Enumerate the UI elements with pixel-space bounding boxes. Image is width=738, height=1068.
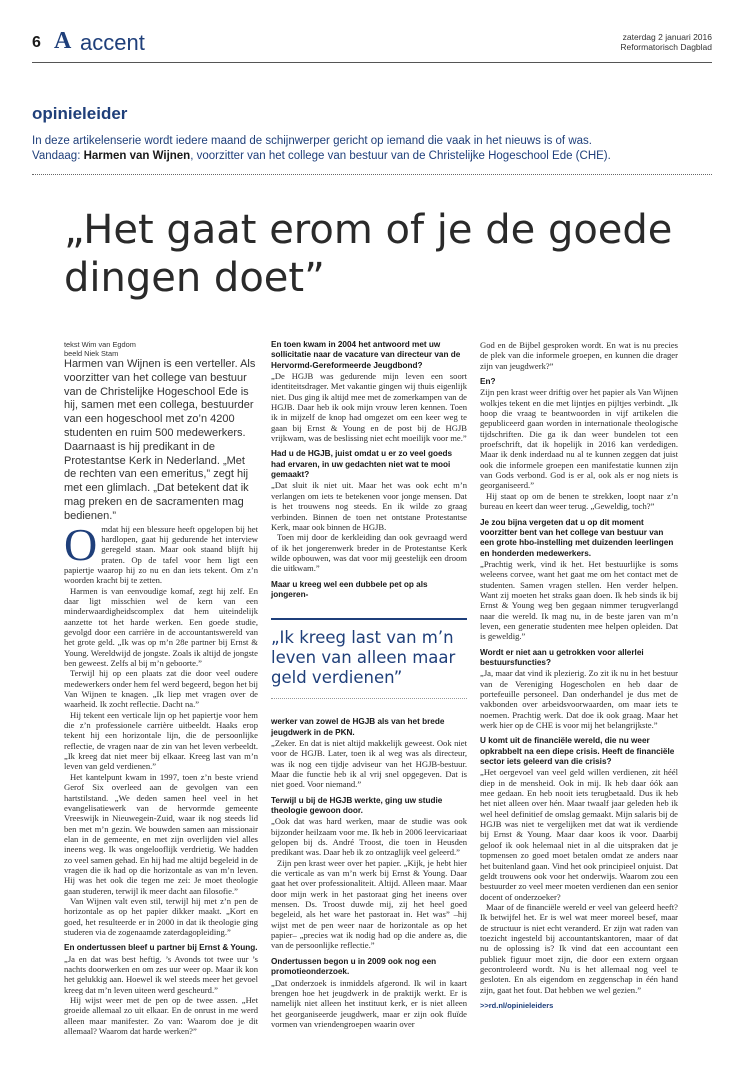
body-paragraph: „Zeker. En dat is niet altijd makkelijk geweest. Ook niet voor de HGJB. Later, toen ik al weg was als directeur, was ik nog een tijdje adviseur van het HGJB-bestuur. Maar die functie heb ik al vrij snel opgegeven. Dat is niet goed. Voor niemand.”: [271, 737, 467, 790]
body-paragraph: Zijn pen krast weer driftig over het papier als Van Wijnen wolkjes tekent en die met lijntjes en pijltjes verbindt. „Ik hoop die vraag te beantwoorden in vijf artikelen die gepubliceerd gaan worden in internationale theologische tijdschriften. Die ga ik dan weer bundelen tot een proefschrift, dat ik hopelijk in 2016 kan verdedigen. Maar ik denk inderdaad nu al te kunnen zeggen dat juist ook die informele groepen een manifestatie kunnen zijn van Gods verbond. God is er al, ook als er nog niets is georganiseerd.”: [480, 387, 678, 491]
photo-credit: beeld Niek Stam: [64, 349, 119, 358]
body-paragraph: „Ja, maar dat vind ik plezierig. Zo zit ik nu in het bestuur van de Vereniging Hogescholen en heb daar de portefeuille personeel. Dan onderhandel je dus met de vakbonden over arbeidsvoorwaarden, om maar iets te noemen. Prachtig werk. Dat doe ik ook graag. Maar het werk hier op de CHE is voor mij het belangrijkste.”: [480, 668, 678, 731]
column-title: opinieleider: [32, 104, 128, 123]
body-paragraph: Terwijl hij op een plaats zat die door veel oudere medewerkers onder hem fel werd begeerd, begon het bij Van Wijnen te knagen. „Ik liep met vragen over de waarheid. Ik zocht reflectie. Dacht na.”: [64, 668, 258, 710]
interview-question: werker van zowel de HGJB als van het brede jeugdwerk in de PKN.: [271, 717, 445, 737]
body-paragraph: Hij tekent een verticale lijn op het papiertje voor hem die z’n professionele carrière uitbeeldt. Haaks erop tekent hij een horizontale lijn, die de persoonlijke reflectie, de vragen naar de zin van het leven verbeeldt. „Ik kreeg dat niet meer bij elkaar. Kreeg last van m’n leven van geld verdienen.”: [64, 709, 258, 772]
body-paragraph: Het kantelpunt kwam in 1997, toen z’n beste vriend Gerof Six overleed aan de gevolgen van een hartstilstand. „We deden samen heel veel in het evangelisatiewerk van de hervormde gemeente Vreeswijk in Nieuwegein-Zuid, waar ik nog steeds lid ben met m’n gezin. We bouwden samen aan missionair elan in de gemeente, en met zijn overlijden viel alles ineens weg. Ik was ongelooflijk verdrietig. We hadden zo veel samen gehad. En hij had me altijd begeleid in de vragen die ik had op die horizontale as van m’n leven. Hij was het ook die tegen me zei: Je moet theologie gaan studeren, terwijl ik meer dacht aan filosofie.”: [64, 771, 258, 896]
body-paragraph: Maar of de financiële wereld er veel van geleerd heeft? Ik betwijfel het. Er is wel wat meer moreel besef, maar de structuur is niet echt veranderd. Er zijn wat raden van toezicht ingesteld bij accountantskantoren, maar of dat nu de oplossing is? Ik vind dat een accountant een publiek figuur moet zijn, die door een extern orgaan gecontroleerd wordt. Nu is het allemaal nog veel te gesloten. En als eigendom en zeggenschap in één hand zijn, gaat het fout. Dat hebben we wel gezien.”: [480, 901, 678, 995]
lead-paragraph: Harmen van Wijnen is een verteller. Als voorzitter van het college van bestuur van de Christelijke Hogeschool Ede is hij, samen met een collega, bestuurder van een hogeschool met zo’n 4200 studenten en ruim 500 medewerkers. Daarnaast is hij predikant in de Protestantse Kerk in Nederland. „Met de rechten van een emeritus,” zegt hij met een glimlach. „Dat betekent dat ik mag preken en de sacramenten mag bedienen.”: [64, 358, 256, 522]
publication-name: Reformatorisch Dagblad: [620, 42, 712, 52]
page-number: 6: [32, 34, 41, 51]
text-credit: tekst Wim van Egdom: [64, 340, 136, 349]
body-paragraph: „De HGJB was gedurende mijn leven een soort identiteitsdrager. Met vakantie gingen wij thuis eigenlijk niet. Dus ging ik altijd mee met de zomerkampen van de HGJB. Daar heb ik ook mijn vrouw leren kennen. Toen ik in mijzelf de knop had omgezet om een keer weg te gaan bij Ernst & Young en de post bij de HGJB vrijkwam, was de beslissing niet echt moeilijk voor me.”: [271, 371, 467, 444]
interview-question: En toen kwam in 2004 het antwoord met uw sollicitatie naar de vacature van directeur van de Hervormd-Gereformeerde Jeugdbond?: [271, 340, 461, 370]
dotted-rule: [32, 174, 712, 175]
interview-question: Maar u kreeg wel een dubbele pet op als jongeren-: [271, 579, 428, 599]
interview-question: Had u de HGJB, juist omdat u er zo veel goeds had ervaren, in uw gedachten niet wat te mooi gemaakt?: [271, 449, 453, 480]
section-name: accent: [80, 30, 145, 55]
body-paragraph: Hij staat op om de benen te strekken, loopt naar z’n bureau en keert dan weer terug. „Geweldig, toch?”: [480, 490, 678, 512]
intro-name: Harmen van Wijnen: [83, 150, 191, 162]
body-paragraph: Harmen is van eenvoudige komaf, zegt hij zelf. En daar ligt misschien wel de kern van een minderwaardigheidscomplex dat hem uiteindelijk aanzette tot het harde werken. Een goede studie, gevolgd door een carrière in de accountantswereld van het grote geld. „Ik was op m’n 28e partner bij Ernst & Young. Wereldwijd de jongste. Zoals ik altijd de jongste ben geweest. Zelfs al bij m’n geboorte.”: [64, 585, 258, 669]
interview-question: En ondertussen bleef u partner bij Ernst & Young.: [64, 943, 258, 953]
body-paragraph: [64, 518, 258, 586]
date-block: [620, 32, 712, 52]
interview-question: U komt uit de financiële wereld, die nu weer opkrabbelt na een diepe crisis. Heeft de financiële sector iets geleerd van die crisis?: [480, 736, 675, 767]
interview-question: Terwijl u bij de HGJB werkte, ging uw studie theologie gewoon door.: [271, 795, 443, 815]
intro-line1: In deze artikelenserie wordt iedere maand de schijnwerper gericht op iemand die vaak in het nieuws is of was.: [32, 135, 592, 147]
interview-question: Ondertussen begon u in 2009 ook nog een promotieonderzoek.: [271, 956, 437, 977]
paragraph-text: mdat hij een blessure heeft opgelopen bij het hardlopen, gaat hij gedurende het interview geregeld staan. Maar ook staand blijft hij praten. Op de tafel voor hem ligt een papiertje waarop hij zo nu en dan iets tekent. Om z’n woorden kracht bij te zetten.: [64, 523, 258, 586]
section-logo: A: [54, 28, 72, 54]
body-paragraph: „Het oergevoel van veel geld willen verdienen, zit héél diep in de mensheid. Ook in mij. Ik heb daar óók aan mee gedaan. En heb nooit iets terugbetaald. Dus ik heb het niet alleen over hén. Maar twaalf jaar geleden heb ik wel heel definitief de omslag gemaakt. Mijn salaris bij de HGJB was niet te vergelijken met dat wat ik verdiende bij Ernst & Young. Maar daar koos ik voor. Daarbij geloof ik ook helemaal niet in al die uitspraken dat je topmensen zo goed moet betalen omdat ze anders naar het buitenland gaan. Vind het ook principieel onjuist. Dat geldt trouwens ook voor het onderwijs. Waarom zou een bestuurder zo veel meer moeten verdienen dan een senior docent of onderzoeker?: [480, 767, 678, 902]
column-3: [480, 340, 678, 1011]
body-paragraph: Van Wijnen valt even stil, terwijl hij met z’n pen de horizontale as op het papier dikker maakt. „Kort en goed, het resulteerde er in 2000 in dat ik theologie ging studeren via de zogenaamde zaterdagopleiding.”: [64, 895, 258, 937]
body-paragraph: „Ja en dat was best heftig. ’s Avonds tot twee uur ’s nachts doorwerken en om zes uur weer op. Maar ik kon het gelukkig aan. Hoewel ik wel steeds meer het gevoel kreeg dat m’n leven uiteen werd gescheurd.”: [64, 953, 258, 995]
body-paragraph: „Dat sluit ik niet uit. Maar het was ook echt m’n verlangen om iets te betekenen voor jonge mensen. Dat is het trouwens nog steeds. En ik wilde zo graag verbinden. Binnen de toen net ontstane Protestantse Kerk, maar ook binnen de HGJB.: [271, 480, 467, 532]
body-paragraph: Toen mij door de kerkleiding dan ook gevraagd werd of ik het jongerenwerk breder in de Protestantse Kerk wilde opbouwen, was dat voor mij geestelijk een droom die uitkwam.”: [271, 532, 467, 574]
intro-suffix: , voorzitter van het college van bestuur van de Christelijke Hogeschool Ede (CHE).: [190, 150, 611, 162]
dropcap: O: [64, 518, 98, 570]
interview-question: En?: [480, 377, 496, 387]
column-1: [64, 340, 258, 1036]
body-paragraph: „Prachtig werk, vind ik het. Het bestuurlijke is soms weleens corvee, want het gaat me om het contact met de studenten. Samen vragen stellen. Hen verder helpen. Want zij moeten het straks gaan doen. Ik heb sinds ik bij Ernst & Young weg ben gegaan nimmer terugverlangd naar die wereld. Ik mag nu, in de beste jaren van m’n leven, een generatie studenten mee helpen opleiden. Dat is geweldig.”: [480, 558, 678, 642]
intro-prefix: Vandaag:: [32, 150, 84, 162]
body-paragraph: Hij wijst weer met de pen op de twee assen. „Het groeide allemaal zo uit elkaar. En de onrust in me werd alleen maar manifester. Zo van: Waarom doe je dit allemaal? Waarom dat harde werken?”: [64, 995, 258, 1037]
column-2: [271, 340, 467, 1029]
body-paragraph: „Dat onderzoek is inmiddels afgerond. Ik wil in kaart brengen hoe het jeugdwerk in de praktijk werkt. Er is namelijk niet alleen het instituut kerk, er is niet alleen het georganiseerde jeugdwerk, maar er zijn ook fluïde vormen van vriendengroepen waarin over: [271, 977, 467, 1029]
interview-question: Je zou bijna vergeten dat u op dit moment voorzitter bent van het college van bestuur van een grote hbo-instelling met duizenden leerlingen en honderden medewerkers.: [480, 517, 674, 558]
intro-text: [32, 134, 712, 164]
opinieleiders-link[interactable]: >>rd.nl/opinieleiders: [480, 1000, 554, 1010]
issue-date: zaterdag 2 januari 2016: [622, 32, 712, 42]
pull-quote: „Ik kreeg last van m’n leven van alleen maar geld verdienen”: [271, 618, 467, 699]
body-paragraph: „Ook dat was hard werken, maar de studie was ook bijzonder heilzaam voor me. Ik heb in 2006 leervicariaat gelopen bij ds. André Troost, die toen in Heusden predikant was. Daar heb ik zo ontzaglijk veel geleerd.”: [271, 816, 467, 858]
body-paragraph: Zijn pen krast weer over het papier. „Kijk, je hebt hier die verticale as van m’n werk bij Ernst & Young. Daar gaat het over professionaliteit. Altijd. Alleen maar. Maar door mijn werk in het pastoraat ging het ineens over mensen. Ds. Troost duwde mij, zij het heel goed begeleid, als het ware het pastoraat in. Het was” –hij wijst met de pen weer naar de horizontale as op het papier– „precies wat ik nodig had op die andere as, die van de persoonlijke reflectie.”: [271, 857, 467, 951]
intro-line2: [32, 149, 712, 164]
page-header: [32, 26, 712, 60]
header-rule: [32, 62, 712, 63]
body-paragraph: God en de Bijbel gesproken wordt. En wat is nu precies de plek van die informele groepen, en kunnen die drager zijn van jeugdwerk?”: [480, 340, 678, 371]
interview-question: Wordt er niet aan u getrokken voor allerlei bestuursfuncties?: [480, 647, 644, 667]
headline: „Het gaat erom of je de goede dingen doet”: [64, 207, 673, 301]
